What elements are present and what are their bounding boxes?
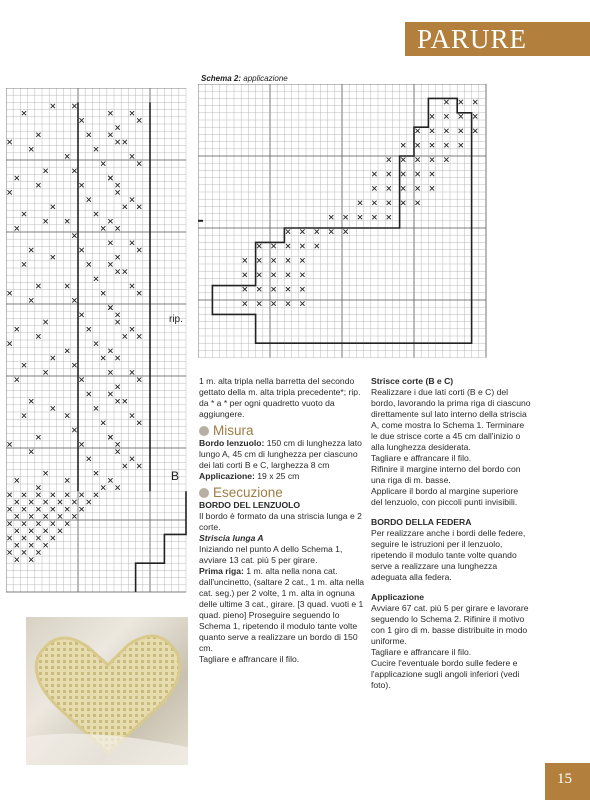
stitch-mark [300, 301, 304, 305]
stitch-mark [94, 341, 98, 345]
stitch-mark [108, 262, 112, 266]
stitch-mark [315, 244, 319, 248]
stitch-mark [7, 291, 11, 295]
stitch-mark [108, 241, 112, 245]
stitch-mark [430, 186, 434, 190]
stitch-mark [137, 118, 141, 122]
stitch-mark [115, 399, 119, 403]
stitch-mark [444, 129, 448, 133]
stitch-mark [243, 273, 247, 277]
stitch-mark [43, 529, 47, 533]
schema-1-chart [6, 88, 190, 601]
stitch-mark [94, 277, 98, 281]
stitch-mark [29, 248, 33, 252]
tagliare-text-1: Tagliare e affrancare il filo. [371, 453, 472, 463]
stitch-mark [108, 111, 112, 115]
stitch-mark [115, 449, 119, 453]
stitch-mark [123, 269, 127, 273]
stitch-mark [43, 219, 47, 223]
applicare-text: Applicare il bordo al margine superiore del lenzuolo, con piccoli punti invisibili. [371, 486, 519, 507]
stitch-mark [115, 442, 119, 446]
stitch-mark [43, 514, 47, 518]
misura-appl-text: 19 x 25 cm [257, 471, 300, 481]
stitch-mark [358, 215, 362, 219]
stitch-mark [372, 186, 376, 190]
stitch-mark [7, 140, 11, 144]
text-column-left [199, 376, 364, 665]
stitch-mark [7, 536, 11, 540]
stitch-mark [79, 118, 83, 122]
stitch-mark [87, 392, 91, 396]
stitch-mark [22, 521, 26, 525]
stitch-mark [65, 493, 69, 497]
schema-2-grid [198, 84, 498, 374]
stitch-mark [79, 442, 83, 446]
stitch-mark [387, 186, 391, 190]
stitch-mark [286, 287, 290, 291]
b-label: B [171, 469, 180, 483]
schema-2-caption [201, 74, 288, 83]
stitch-mark [29, 449, 33, 453]
stitch-mark [51, 536, 55, 540]
stitch-mark [401, 201, 405, 205]
section-banner [405, 22, 590, 56]
bullet-dot-icon [199, 426, 209, 436]
stitch-mark [94, 493, 98, 497]
stitch-mark [65, 154, 69, 158]
stitch-mark [459, 114, 463, 118]
stitch-mark [87, 327, 91, 331]
stitch-mark [387, 201, 391, 205]
stitch-mark [15, 557, 19, 561]
stitch-mark [286, 258, 290, 262]
stitch-mark [43, 471, 47, 475]
stitch-mark [115, 255, 119, 259]
stitch-mark [72, 363, 76, 367]
stitch-mark [444, 143, 448, 147]
strisce-heading: Strisce corte (B e C) [371, 376, 454, 386]
stitch-mark [43, 169, 47, 173]
stitch-mark [430, 157, 434, 161]
stitch-mark [137, 464, 141, 468]
stitch-mark [358, 201, 362, 205]
stitch-mark [415, 143, 419, 147]
stitch-mark [79, 183, 83, 187]
cucire-text: Cucire l'eventuale bordo sulle federe e l'applicazione sugli angoli inferiori (vedi foto). [371, 658, 520, 690]
stitch-mark [300, 229, 304, 233]
stitch-mark [87, 457, 91, 461]
stitch-mark [108, 478, 112, 482]
stitch-mark [130, 413, 134, 417]
stitch-mark [430, 172, 434, 176]
stitch-mark [415, 201, 419, 205]
stitch-mark [36, 183, 40, 187]
stitch-mark [257, 244, 261, 248]
stitch-mark [72, 500, 76, 504]
stitch-mark [137, 334, 141, 338]
stitch-mark [372, 172, 376, 176]
stitch-mark [123, 464, 127, 468]
stitch-mark [15, 529, 19, 533]
stitch-mark [29, 500, 33, 504]
stitch-mark [430, 129, 434, 133]
stitch-mark [43, 320, 47, 324]
stitch-mark [415, 186, 419, 190]
stitch-mark [300, 287, 304, 291]
stitch-mark [137, 421, 141, 425]
stitch-mark [7, 190, 11, 194]
schema-1-grid [6, 88, 190, 596]
misura-bordo-text: 150 cm di lunghezza lato lungo A, 45 cm di lunghezza per ciascuno dei lati corti B e C, larghezza 8 cm [199, 438, 362, 470]
stitch-mark [29, 147, 33, 151]
stitch-mark [108, 133, 112, 137]
misura-title: Misura [213, 423, 254, 438]
stitch-mark [79, 248, 83, 252]
stitch-mark [15, 327, 19, 331]
stitch-mark [123, 140, 127, 144]
stitch-mark [123, 205, 127, 209]
stitch-mark [115, 313, 119, 317]
stitch-mark [286, 273, 290, 277]
stitch-mark [108, 370, 112, 374]
applique-heart-image [26, 617, 188, 765]
stitch-mark [315, 229, 319, 233]
stitch-mark [101, 356, 105, 360]
stitch-mark [430, 143, 434, 147]
stitch-mark [137, 248, 141, 252]
banner-title: PARURE [417, 24, 528, 54]
stitch-mark [243, 258, 247, 262]
stitch-mark [271, 287, 275, 291]
stitch-mark [58, 514, 62, 518]
stitch-mark [130, 241, 134, 245]
stitch-mark [51, 205, 55, 209]
stitch-mark [29, 557, 33, 561]
esecuzione-heading [199, 487, 364, 498]
stitch-mark [15, 176, 19, 180]
stitch-mark [36, 536, 40, 540]
stitch-mark [257, 287, 261, 291]
stitch-mark [94, 406, 98, 410]
stitch-mark [300, 273, 304, 277]
stitch-mark [130, 284, 134, 288]
stitch-mark [101, 291, 105, 295]
stitch-mark [271, 258, 275, 262]
stitch-mark [87, 262, 91, 266]
stitch-mark [101, 485, 105, 489]
stitch-mark [79, 507, 83, 511]
stitch-mark [51, 356, 55, 360]
stitch-mark [286, 301, 290, 305]
stitch-mark [43, 543, 47, 547]
stitch-mark [15, 478, 19, 482]
stitch-mark [65, 413, 69, 417]
stitch-mark [94, 147, 98, 151]
stitch-mark [72, 298, 76, 302]
stitch-mark [22, 550, 26, 554]
stitch-mark [115, 125, 119, 129]
stitch-mark [329, 229, 333, 233]
stitch-mark [22, 212, 26, 216]
stitch-mark [22, 536, 26, 540]
stitch-mark [108, 392, 112, 396]
stitch-mark [79, 377, 83, 381]
stitch-mark [15, 543, 19, 547]
stitch-mark [87, 133, 91, 137]
stitch-mark [473, 114, 477, 118]
stitch-mark [36, 133, 40, 137]
stitch-mark [29, 399, 33, 403]
stitch-mark [58, 500, 62, 504]
stitch-mark [51, 493, 55, 497]
esecuzione-title: Esecuzione [213, 485, 283, 500]
stitch-mark [36, 435, 40, 439]
stitch-mark [115, 269, 119, 273]
stitch-mark [22, 413, 26, 417]
stitch-mark [7, 493, 11, 497]
bordo-heading: BORDO DEL LENZUOLO [199, 500, 301, 510]
intro-text: 1 m. alta tripla nella barretta del secondo gettato della m. alta tripla precedente*; rip. da * a * per ogni quadretto vuoto da aggiungere. [199, 376, 361, 419]
misura-bordo [199, 438, 364, 471]
stitch-mark [444, 157, 448, 161]
stitch-mark [51, 255, 55, 259]
stitch-mark [415, 157, 419, 161]
stitch-mark [459, 129, 463, 133]
stitch-mark [115, 226, 119, 230]
stitch-mark [387, 172, 391, 176]
stitch-mark [415, 172, 419, 176]
striscia-text: Iniziando nel punto A dello Schema 1, avviare 13 cat. più 5 per girare. [199, 544, 343, 565]
bullet-dot-icon [199, 488, 209, 498]
stitch-mark [444, 100, 448, 104]
stitch-mark [372, 201, 376, 205]
stitch-mark [108, 305, 112, 309]
stitch-mark [130, 370, 134, 374]
stitch-mark [72, 104, 76, 108]
stitch-mark [22, 363, 26, 367]
stitch-mark [271, 273, 275, 277]
strisce-text: Realizzare i due lati corti (B e C) del bordo, lavorando la prima riga di ciascuno direttamente sul lato interno della striscia A, come mostra lo Schema 1. Terminare le due strisce corte a 45 cm dall'inizio o alla lunghezza desiderata. [371, 387, 531, 452]
text-column-right [371, 376, 531, 691]
stitch-mark [123, 399, 127, 403]
stitch-mark [101, 226, 105, 230]
stitch-mark [115, 183, 119, 187]
stitch-mark [123, 334, 127, 338]
bordo-text: Il bordo è formato da una striscia lunga e 2 corte. [199, 511, 362, 532]
stitch-mark [15, 377, 19, 381]
stitch-mark [343, 229, 347, 233]
stitch-mark [72, 169, 76, 173]
stitch-mark [415, 129, 419, 133]
stitch-mark [300, 258, 304, 262]
stitch-mark [7, 550, 11, 554]
stitch-mark [101, 421, 105, 425]
stitch-mark [15, 226, 19, 230]
stitch-mark [401, 143, 405, 147]
stitch-mark [257, 273, 261, 277]
stitch-mark [401, 172, 405, 176]
stitch-mark [108, 435, 112, 439]
schema-2-caption-text: applicazione [243, 74, 288, 83]
stitch-mark [65, 521, 69, 525]
stitch-mark [329, 215, 333, 219]
prima-riga [199, 566, 364, 654]
stitch-mark [22, 493, 26, 497]
stitch-mark [115, 356, 119, 360]
misura-appl [199, 471, 364, 482]
stitch-mark [7, 507, 11, 511]
stitch-mark [257, 301, 261, 305]
stitch-mark [444, 114, 448, 118]
applique-photo [26, 617, 188, 765]
stitch-mark [243, 301, 247, 305]
stitch-mark [401, 157, 405, 161]
stitch-mark [29, 298, 33, 302]
page-number-box [545, 763, 590, 800]
stitch-mark [108, 219, 112, 223]
stitch-mark [130, 327, 134, 331]
stitch-mark [7, 341, 11, 345]
stitch-mark [65, 349, 69, 353]
stitch-mark [29, 514, 33, 518]
stitch-mark [15, 514, 19, 518]
stitch-mark [72, 233, 76, 237]
stitch-mark [137, 377, 141, 381]
stitch-mark [387, 157, 391, 161]
stitch-mark [300, 244, 304, 248]
prima-text: 1 m. alta nella nona cat. dall'uncinetto, (saltare 2 cat., 1 m. alta nella cat. seg.) per 2 volte, 1 m. alta in ognuna delle ultime 3 cat., girare. [3 quad. vuoti e 1 quad. pieno] Proseguire seguendo lo Schema 1, ripetendo il modulo tante volte quanto serve a realizzare un bordo di 150 cm. [199, 566, 365, 653]
stitch-mark [51, 104, 55, 108]
stitch-mark [115, 320, 119, 324]
stitch-mark [7, 442, 11, 446]
stitch-mark [473, 100, 477, 104]
stitch-mark [65, 478, 69, 482]
stitch-mark [137, 161, 141, 165]
stitch-mark [130, 154, 134, 158]
stitch-mark [29, 529, 33, 533]
stitch-mark [387, 215, 391, 219]
stitch-mark [79, 313, 83, 317]
stitch-mark [87, 197, 91, 201]
stitch-mark [130, 457, 134, 461]
stitch-mark [130, 111, 134, 115]
stitch-mark [286, 244, 290, 248]
stitch-mark [36, 550, 40, 554]
federa-text: Per realizzare anche i bordi delle federe, seguire le istruzioni per il lenzuolo, ripetendo il modulo tante volte quando serve a realizzare una lunghezza adeguata alla federa. [371, 528, 526, 582]
stitch-mark [94, 212, 98, 216]
stitch-mark [51, 507, 55, 511]
stitch-mark [72, 428, 76, 432]
stitch-mark [401, 186, 405, 190]
stitch-mark [79, 493, 83, 497]
stitch-mark [29, 543, 33, 547]
stitch-mark [36, 493, 40, 497]
appl-heading: Applicazione [371, 592, 425, 602]
stitch-mark [51, 406, 55, 410]
stitch-mark [36, 485, 40, 489]
tagliare-text: Tagliare e affrancare il filo. [199, 654, 300, 664]
stitch-mark [115, 190, 119, 194]
striscia-heading: Striscia lunga A [199, 533, 264, 543]
stitch-mark [72, 514, 76, 518]
stitch-mark [36, 284, 40, 288]
stitch-mark [15, 500, 19, 504]
stitch-mark [137, 205, 141, 209]
rip-label: rip. [169, 314, 183, 325]
stitch-mark [65, 507, 69, 511]
stitch-mark [459, 100, 463, 104]
stitch-mark [343, 215, 347, 219]
stitch-mark [101, 161, 105, 165]
tagliare-text-2: Tagliare e affrancare il filo. [371, 647, 472, 657]
stitch-mark [286, 229, 290, 233]
stitch-mark [22, 111, 26, 115]
stitch-mark [115, 485, 119, 489]
stitch-mark [51, 521, 55, 525]
stitch-mark [65, 219, 69, 223]
misura-appl-label: Applicazione: [199, 471, 255, 481]
stitch-mark [108, 176, 112, 180]
stitch-mark [115, 385, 119, 389]
stitch-mark [271, 244, 275, 248]
rifinire-text: Rifinire il margine interno del bordo con una riga di m. basse. [371, 464, 521, 485]
stitch-mark [459, 143, 463, 147]
watermark: PassionForum.ru [470, 784, 531, 793]
stitch-mark [130, 197, 134, 201]
stitch-mark [243, 287, 247, 291]
stitch-mark [22, 507, 26, 511]
stitch-mark [43, 370, 47, 374]
stitch-mark [36, 521, 40, 525]
stitch-mark [115, 140, 119, 144]
prima-label: Prima riga: [199, 566, 244, 576]
stitch-mark [473, 129, 477, 133]
schema-2-chart [198, 84, 498, 379]
stitch-mark [87, 500, 91, 504]
stitch-mark [430, 114, 434, 118]
stitch-mark [108, 349, 112, 353]
stitch-mark [137, 291, 141, 295]
stitch-mark [7, 521, 11, 525]
federa-heading: BORDO DELLA FEDERA [371, 517, 472, 527]
misura-heading [199, 425, 364, 436]
stitch-mark [257, 258, 261, 262]
misura-bordo-label: Bordo lenzuolo: [199, 438, 265, 448]
stitch-mark [65, 284, 69, 288]
stitch-mark [271, 301, 275, 305]
stitch-mark [22, 262, 26, 266]
stitch-mark [36, 507, 40, 511]
stitch-mark [58, 529, 62, 533]
stitch-mark [372, 215, 376, 219]
stitch-mark [36, 334, 40, 338]
stitch-mark [94, 471, 98, 475]
schema-2-caption-bold: Schema 2: [201, 74, 242, 83]
stitch-mark [43, 500, 47, 504]
page-number: 15 [557, 771, 572, 787]
appl-text: Avviare 67 cat. più 5 per girare e lavorare seguendo lo Schema 2. Rifinire il motivo con 1 giro di m. basse distribuite in modo uniforme. [371, 603, 529, 646]
